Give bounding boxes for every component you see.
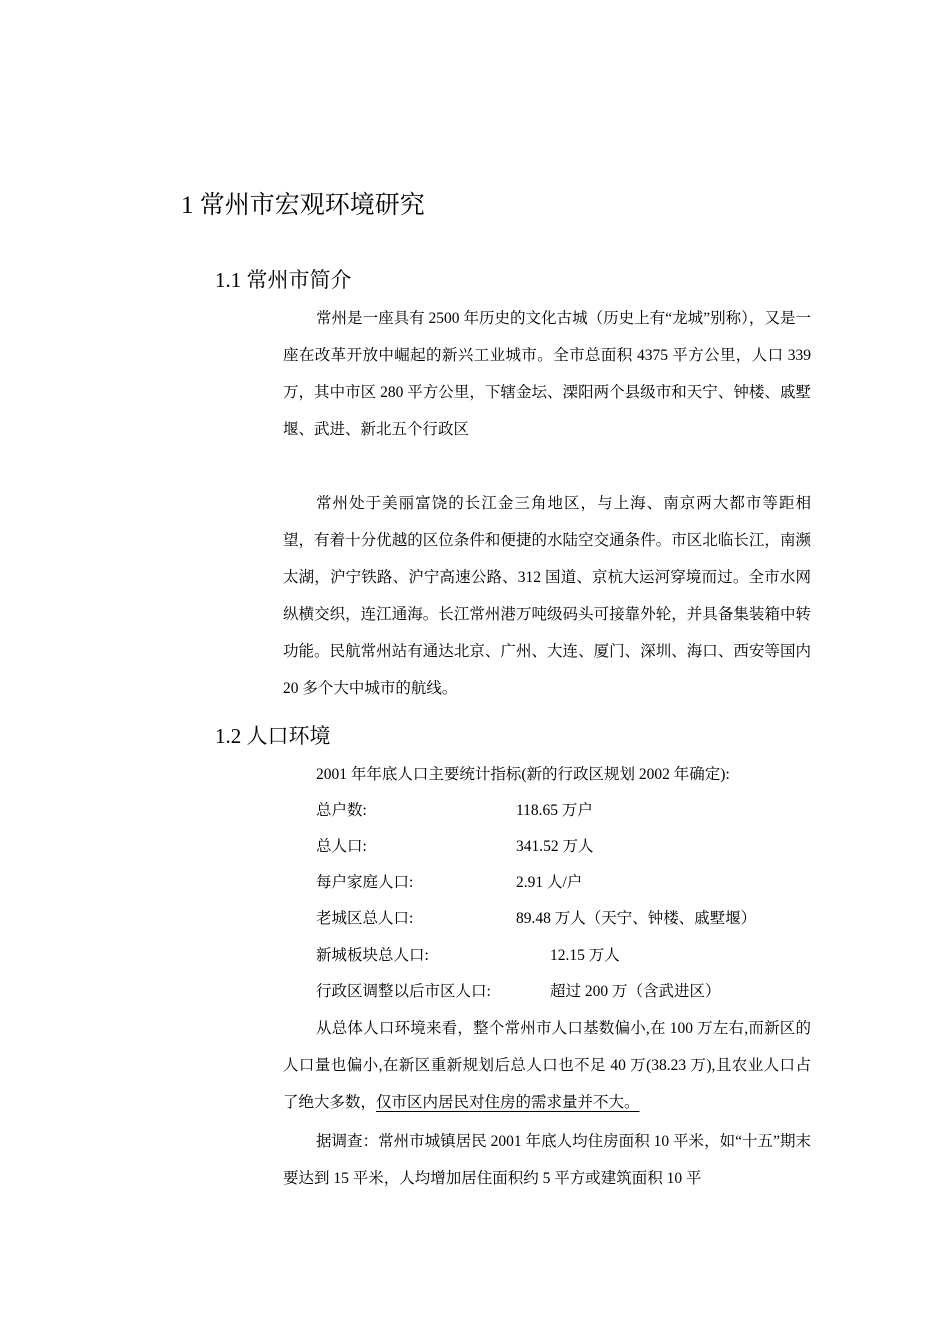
stat-value: 89.48 万人（天宁、钟楼、戚墅堰） (516, 910, 757, 927)
section-heading-population: 1.2 人口环境 (215, 724, 331, 748)
population-analysis-underlined: 仅市区内居民对住房的需求量并不大。 (376, 1094, 640, 1111)
stat-label: 老城区总人口: (316, 910, 414, 927)
stat-label: 每户家庭人口: (316, 874, 414, 891)
population-stats-intro-text: 2001 年年底人口主要统计指标(新的行政区规划 2002 年确定): (316, 766, 730, 783)
chapter-heading: 1 常州市宏观环境研究 (181, 192, 425, 219)
population-analysis-text: 从总体人口环境来看，整个常州市人口基数偏小,在 100 万左右,而新区的人口量也偏小,在新区重新规划后总人口也不足 40 万(38.23 万),且农业人口占了绝大多数， (283, 1020, 811, 1111)
stat-value: 2.91 人/户 (516, 874, 583, 891)
stat-value: 118.65 万户 (516, 802, 593, 819)
stat-value: 341.52 万人 (516, 838, 594, 855)
housing-survey-paragraph: 据调查：常州市城镇居民 2001 年底人均住房面积 10 平米，如“十五”期末要达到 15 平米，人均增加居住面积约 5 平方或建筑面积 10 平 (283, 1133, 811, 1187)
stat-label: 行政区调整以后市区人口: (316, 983, 491, 1000)
section-heading-intro: 1.1 常州市简介 (215, 268, 352, 292)
stat-label: 新城板块总人口: (316, 947, 429, 964)
stat-label: 总户数: (316, 802, 367, 819)
stat-label: 总人口: (316, 838, 367, 855)
population-analysis-paragraph (283, 1010, 811, 1121)
stat-value: 超过 200 万（含武进区） (550, 983, 721, 1000)
stat-value: 12.15 万人 (550, 947, 620, 964)
intro-paragraph-location: 常州处于美丽富饶的长江金三角地区，与上海、南京两大都市等距相望，有着十分优越的区位条件和便捷的水陆空交通条件。市区北临长江，南濒太湖，沪宁铁路、沪宁高速公路、312 国道、京杭大运河穿境而过。全市水网纵横交织，连江通海。长江常州港万吨级码头可接靠外轮，并具备集装箱中转功能。民航常州站有通达北京、广州、大连、厦门、深圳、海口、西安等国内 20 多个大中城市的航线。 (283, 495, 811, 697)
intro-paragraph-history: 常州是一座具有 2500 年历史的文化古城（历史上有“龙城”别称），又是一座在改革开放中崛起的新兴工业城市。全市总面积 4375 平方公里，人口 339 万，其中市区 280 平方公里，下辖金坛、溧阳两个县级市和天宁、钟楼、戚墅堰、武进、新北五个行政区 (283, 310, 811, 438)
